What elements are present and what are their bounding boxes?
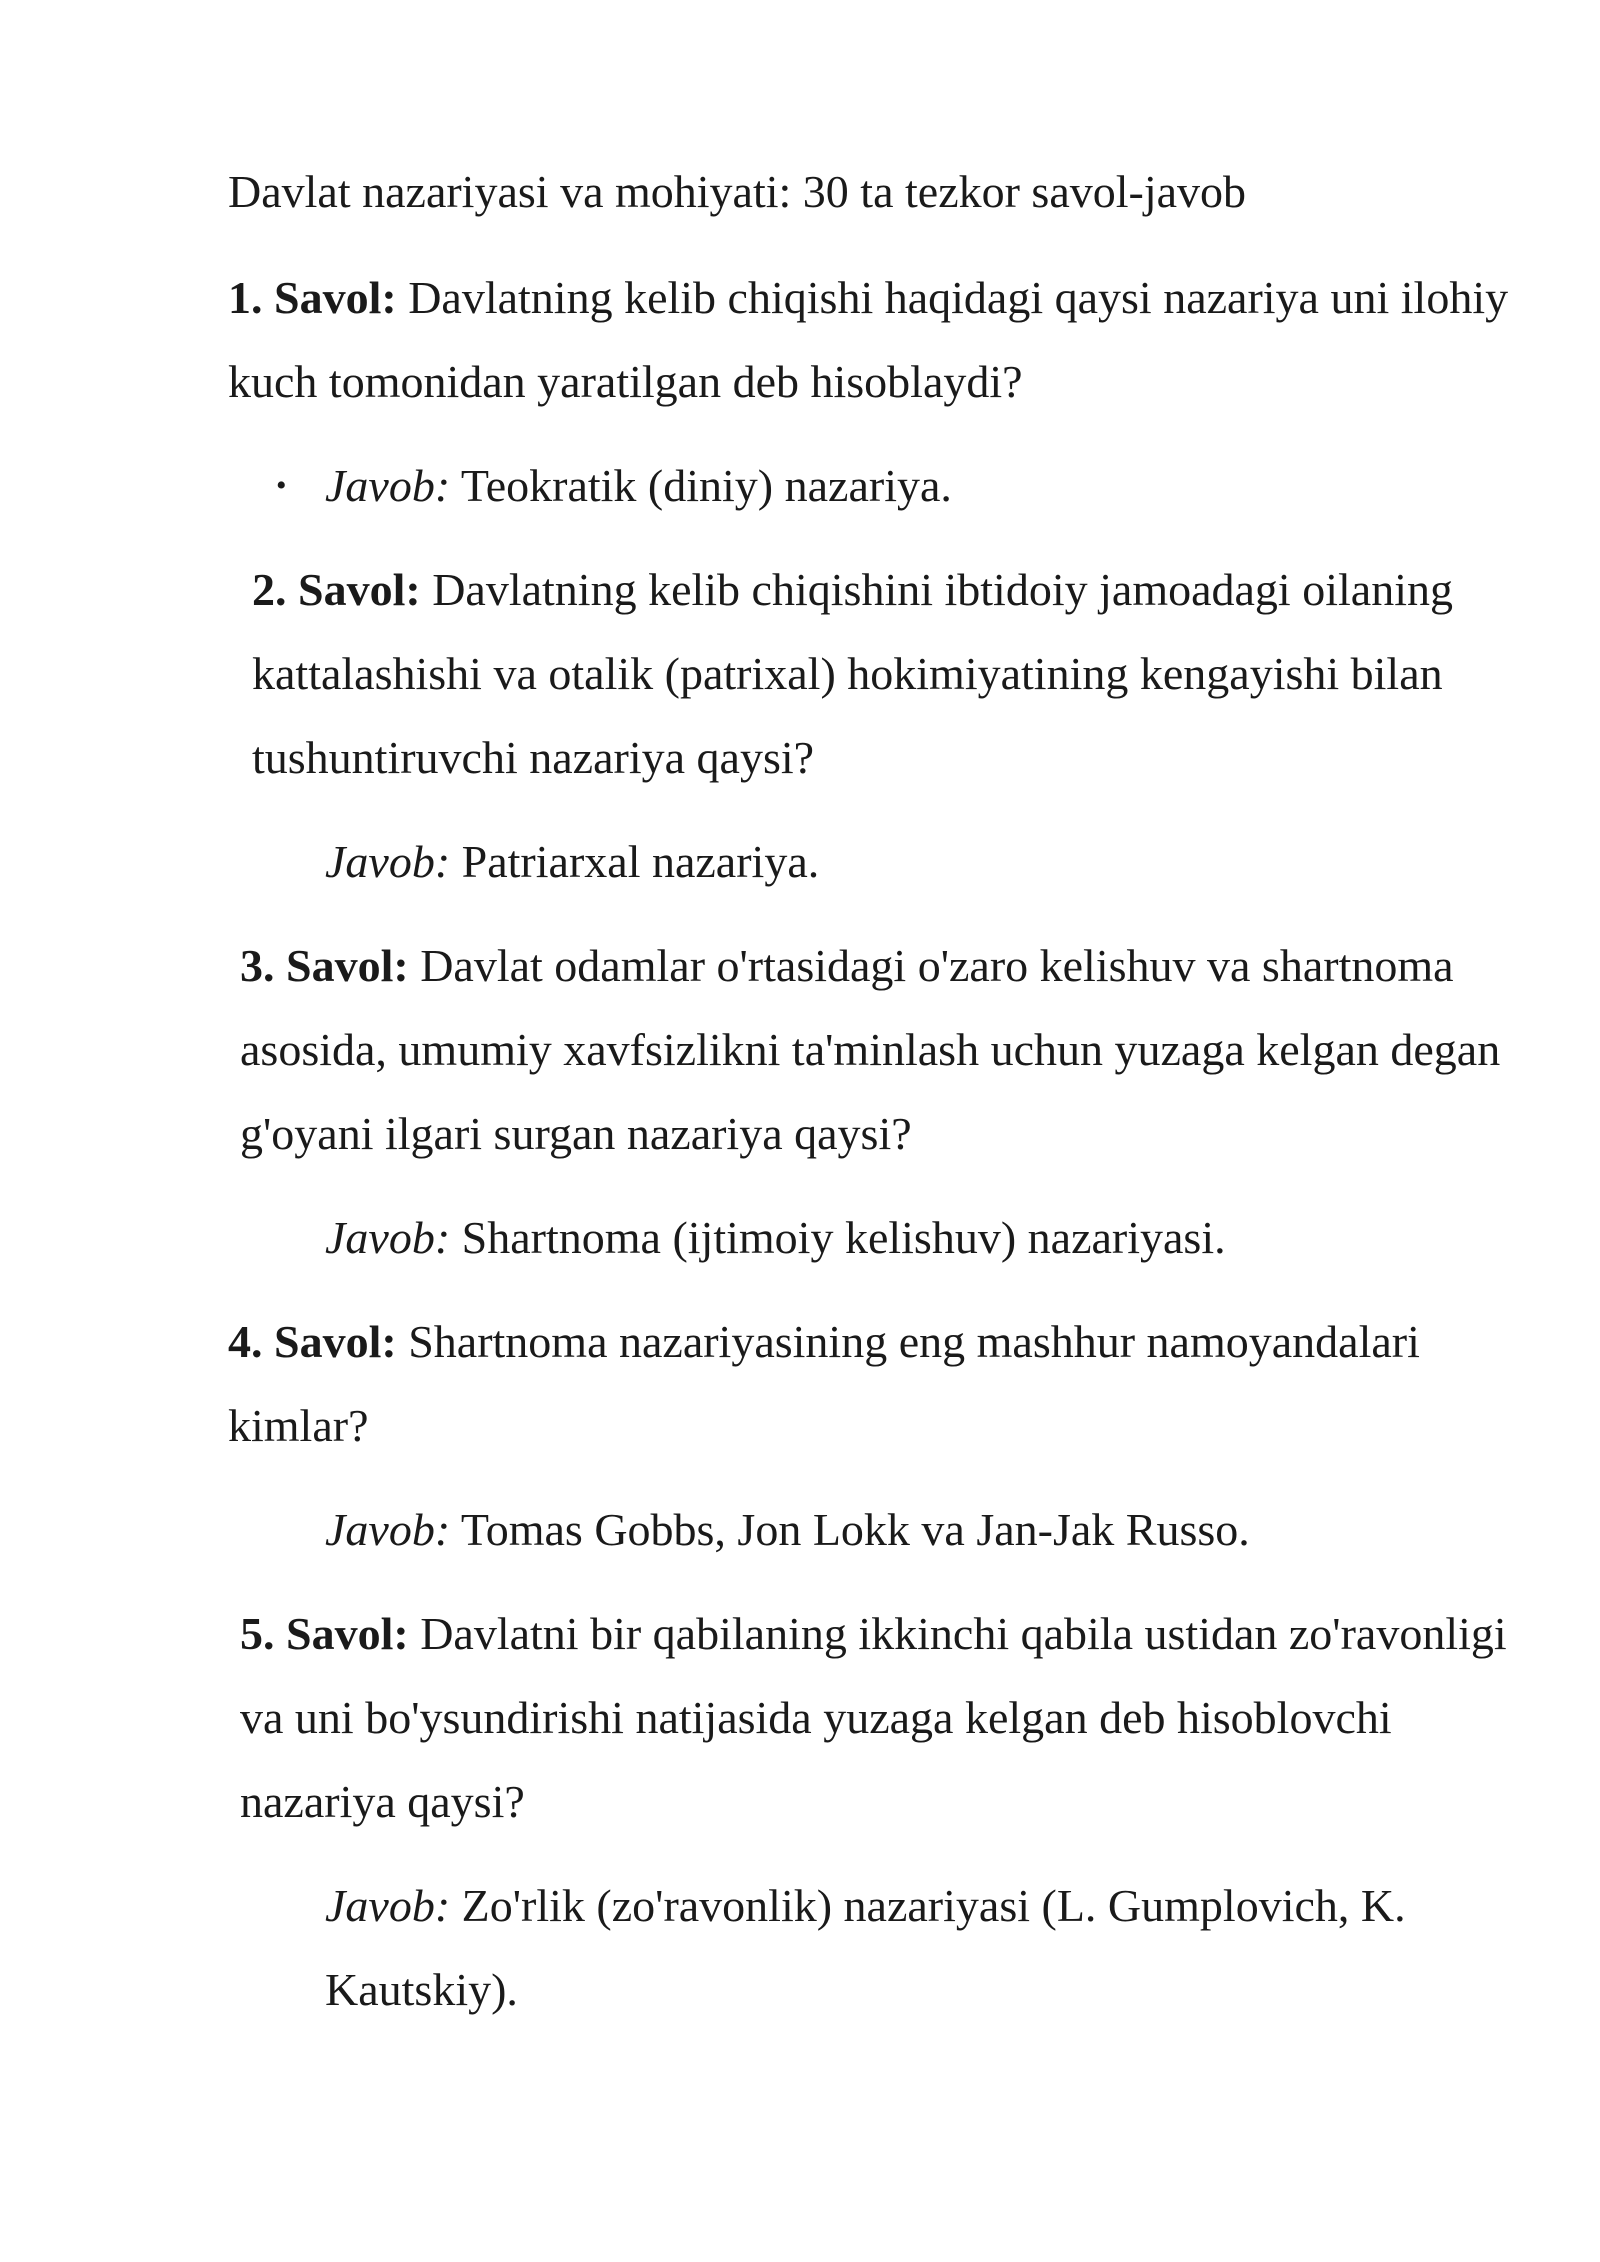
- answer-text: Zo'rlik (zo'ravonlik) nazariyasi (L. Gumplovich, K. Kautskiy).: [325, 1880, 1406, 2015]
- answer-text: Shartnoma (ijtimoiy kelishuv) nazariyasi.: [461, 1212, 1226, 1263]
- answer-label: Javob:: [325, 1504, 451, 1555]
- question-label: 3. Savol:: [240, 940, 409, 991]
- question-label: 2. Savol:: [252, 564, 421, 615]
- answer-label: Javob:: [325, 836, 451, 887]
- document-page: [228, 150, 1528, 2052]
- answer-4: [228, 1488, 1528, 1572]
- document-title: Davlat nazariyasi va mohiyati: 30 ta tezkor savol-javob: [228, 166, 1247, 217]
- question-text: Davlatni bir qabilaning ikkinchi qabila ustidan zo'ravonligi va uni bo'ysundirishi natijasida yuzaga kelgan deb hisoblovchi nazariya qaysi?: [240, 1608, 1507, 1827]
- question-label: 5. Savol:: [240, 1608, 409, 1659]
- question-text: Davlat odamlar o'rtasidagi o'zaro kelishuv va shartnoma asosida, umumiy xavfsizlikni ta'minlash uchun yuzaga kelgan degan g'oyani ilgari surgan nazariya qaysi?: [240, 940, 1501, 1159]
- bullet-icon: •: [276, 469, 287, 502]
- answer-label: Javob:: [325, 1212, 451, 1263]
- answer-label: Javob:: [325, 1880, 451, 1931]
- answer-text: Patriarxal nazariya.: [461, 836, 820, 887]
- question-4: [228, 1300, 1528, 1468]
- answer-label: Javob:: [325, 460, 451, 511]
- answer-5: [228, 1864, 1528, 2032]
- question-5: [228, 1592, 1528, 1844]
- answer-2: [228, 820, 1528, 904]
- question-text: Davlatning kelib chiqishini ibtidoiy jamoadagi oilaning kattalashishi va otalik (patrixal) hokimiyatining kengayishi bilan tushuntiruvchi nazariya qaysi?: [252, 564, 1453, 783]
- question-text: Shartnoma nazariyasining eng mashhur namoyandalari kimlar?: [228, 1316, 1420, 1451]
- question-text: Davlatning kelib chiqishi haqidagi qaysi nazariya uni ilohiy kuch tomonidan yaratilgan deb hisoblaydi?: [228, 272, 1509, 407]
- question-1: [228, 256, 1528, 424]
- question-2: [228, 548, 1528, 800]
- question-label: 1. Savol:: [228, 272, 397, 323]
- answer-text: Tomas Gobbs, Jon Lokk va Jan-Jak Russo.: [460, 1504, 1250, 1555]
- question-3: [228, 924, 1528, 1176]
- question-label: 4. Savol:: [228, 1316, 397, 1367]
- answer-1: [228, 444, 1528, 528]
- answer-3: [228, 1196, 1528, 1280]
- answer-text: Teokratik (diniy) nazariya.: [460, 460, 952, 511]
